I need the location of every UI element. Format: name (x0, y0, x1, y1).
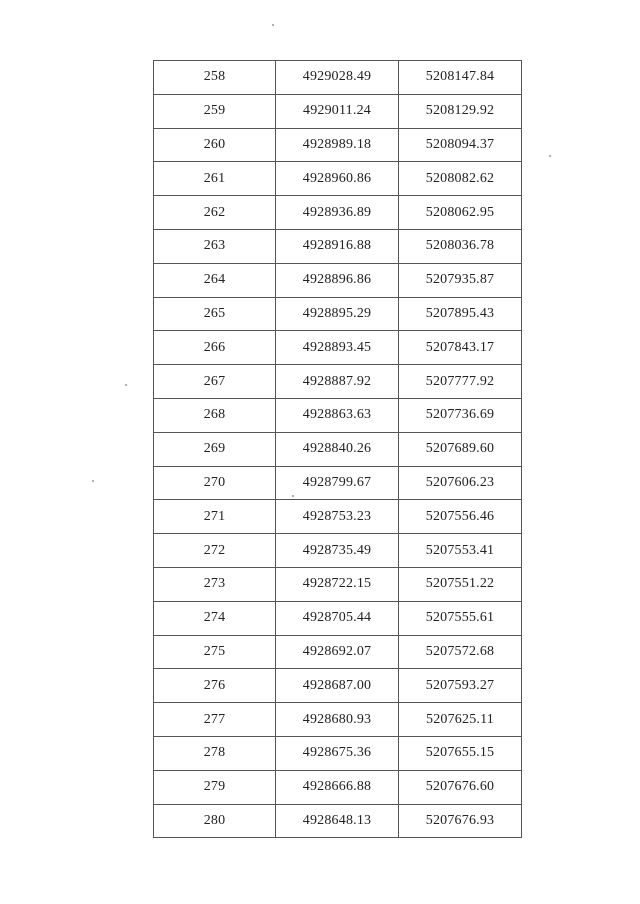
x-coordinate-cell: 4928705.44 (276, 601, 399, 635)
y-coordinate-cell: 5207935.87 (399, 263, 522, 297)
y-coordinate-cell: 5207676.60 (399, 770, 522, 804)
x-coordinate-cell: 4928960.86 (276, 162, 399, 196)
table-row (154, 196, 522, 230)
table-row (154, 500, 522, 534)
y-coordinate-cell: 5207736.69 (399, 398, 522, 432)
x-coordinate-cell: 4928666.88 (276, 770, 399, 804)
table-row (154, 297, 522, 331)
point-number-cell: 268 (154, 398, 276, 432)
table-row (154, 263, 522, 297)
point-number-cell: 258 (154, 61, 276, 95)
point-number-cell: 260 (154, 128, 276, 162)
point-number-cell: 278 (154, 736, 276, 770)
x-coordinate-cell: 4928916.88 (276, 229, 399, 263)
y-coordinate-cell: 5208036.78 (399, 229, 522, 263)
table-row (154, 635, 522, 669)
table-row (154, 466, 522, 500)
x-coordinate-cell: 4928753.23 (276, 500, 399, 534)
table-row (154, 331, 522, 365)
point-number-cell: 265 (154, 297, 276, 331)
x-coordinate-cell: 4928675.36 (276, 736, 399, 770)
y-coordinate-cell: 5207655.15 (399, 736, 522, 770)
y-coordinate-cell: 5207895.43 (399, 297, 522, 331)
x-coordinate-cell: 4928692.07 (276, 635, 399, 669)
scan-speck (549, 155, 551, 157)
point-number-cell: 277 (154, 703, 276, 737)
y-coordinate-cell: 5207625.11 (399, 703, 522, 737)
x-coordinate-cell: 4928799.67 (276, 466, 399, 500)
x-coordinate-cell: 4928840.26 (276, 432, 399, 466)
x-coordinate-cell: 4928896.86 (276, 263, 399, 297)
table-row (154, 804, 522, 838)
point-number-cell: 280 (154, 804, 276, 838)
y-coordinate-cell: 5207689.60 (399, 432, 522, 466)
x-coordinate-cell: 4928648.13 (276, 804, 399, 838)
table-row (154, 703, 522, 737)
table-row (154, 162, 522, 196)
point-number-cell: 269 (154, 432, 276, 466)
x-coordinate-cell: 4929011.24 (276, 94, 399, 128)
point-number-cell: 270 (154, 466, 276, 500)
y-coordinate-cell: 5207843.17 (399, 331, 522, 365)
table-row (154, 567, 522, 601)
y-coordinate-cell: 5207555.61 (399, 601, 522, 635)
x-coordinate-cell: 4928680.93 (276, 703, 399, 737)
point-number-cell: 273 (154, 567, 276, 601)
table-row (154, 770, 522, 804)
y-coordinate-cell: 5207777.92 (399, 365, 522, 399)
y-coordinate-cell: 5208094.37 (399, 128, 522, 162)
y-coordinate-cell: 5208082.62 (399, 162, 522, 196)
point-number-cell: 272 (154, 534, 276, 568)
scan-speck (92, 480, 94, 482)
x-coordinate-cell: 4928863.63 (276, 398, 399, 432)
y-coordinate-cell: 5207572.68 (399, 635, 522, 669)
y-coordinate-cell: 5207606.23 (399, 466, 522, 500)
x-coordinate-cell: 4928735.49 (276, 534, 399, 568)
y-coordinate-cell: 5207676.93 (399, 804, 522, 838)
scan-speck (125, 384, 127, 386)
table-row (154, 398, 522, 432)
y-coordinate-cell: 5208129.92 (399, 94, 522, 128)
x-coordinate-cell: 4928936.89 (276, 196, 399, 230)
point-number-cell: 264 (154, 263, 276, 297)
table-row (154, 128, 522, 162)
y-coordinate-cell: 5207593.27 (399, 669, 522, 703)
x-coordinate-cell: 4928895.29 (276, 297, 399, 331)
table-row (154, 365, 522, 399)
x-coordinate-cell: 4928687.00 (276, 669, 399, 703)
point-number-cell: 274 (154, 601, 276, 635)
y-coordinate-cell: 5208147.84 (399, 61, 522, 95)
x-coordinate-cell: 4929028.49 (276, 61, 399, 95)
scan-speck (292, 495, 294, 497)
point-number-cell: 271 (154, 500, 276, 534)
table-row (154, 736, 522, 770)
scan-speck (272, 24, 274, 26)
table-row (154, 601, 522, 635)
table-row (154, 61, 522, 95)
coordinate-table-body (154, 61, 522, 838)
x-coordinate-cell: 4928989.18 (276, 128, 399, 162)
point-number-cell: 262 (154, 196, 276, 230)
y-coordinate-cell: 5207556.46 (399, 500, 522, 534)
y-coordinate-cell: 5207551.22 (399, 567, 522, 601)
table-row (154, 94, 522, 128)
x-coordinate-cell: 4928887.92 (276, 365, 399, 399)
y-coordinate-cell: 5207553.41 (399, 534, 522, 568)
x-coordinate-cell: 4928893.45 (276, 331, 399, 365)
point-number-cell: 263 (154, 229, 276, 263)
point-number-cell: 275 (154, 635, 276, 669)
point-number-cell: 261 (154, 162, 276, 196)
point-number-cell: 259 (154, 94, 276, 128)
table-row (154, 669, 522, 703)
coordinate-table (153, 60, 522, 838)
table-row (154, 534, 522, 568)
point-number-cell: 267 (154, 365, 276, 399)
table-row (154, 432, 522, 466)
table-row (154, 229, 522, 263)
y-coordinate-cell: 5208062.95 (399, 196, 522, 230)
point-number-cell: 266 (154, 331, 276, 365)
x-coordinate-cell: 4928722.15 (276, 567, 399, 601)
point-number-cell: 276 (154, 669, 276, 703)
point-number-cell: 279 (154, 770, 276, 804)
